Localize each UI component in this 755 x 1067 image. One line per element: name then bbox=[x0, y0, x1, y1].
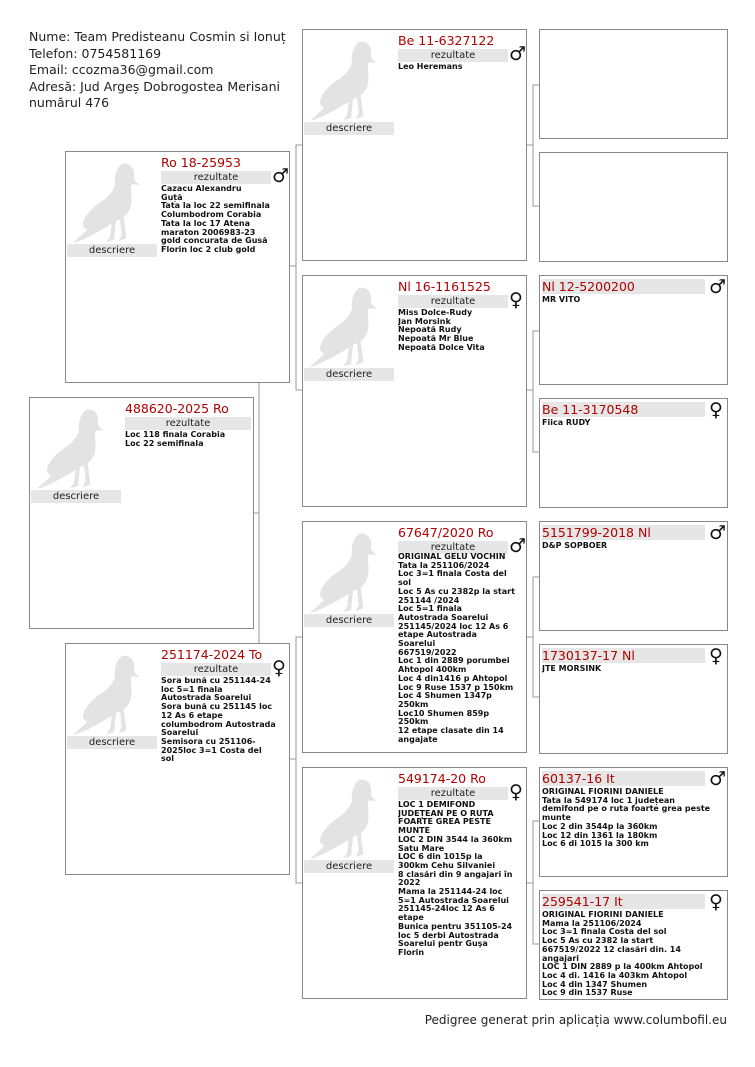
mm-mother-ring-number: 259541-17 It bbox=[542, 894, 705, 909]
mother-ring-number: 251174-2024 To bbox=[161, 647, 263, 662]
owner-name: Nume: Team Predisteanu Cosmin si Ionuț bbox=[29, 29, 286, 44]
mother-notes: Sora bună cu 251144-24 loc 5=1 finala Autostrada Soarelui Sora bună cu 251145 loc 12 As 6 etape columbodrom Autostrada Soarelui Semisora cu 251106- 2025loc 3=1 Costa del sol bbox=[161, 677, 276, 764]
paternal-grandmother-card[interactable] bbox=[302, 275, 527, 507]
paternal-grandfather-ring-number: Be 11-6327122 bbox=[398, 33, 495, 48]
mf-mother-card[interactable] bbox=[539, 644, 728, 754]
fm-father-ring-number: Nl 12-5200200 bbox=[542, 279, 705, 294]
ff-mother-notes bbox=[542, 175, 726, 259]
ff-mother-card[interactable] bbox=[539, 152, 728, 262]
pigeon-silhouette-icon bbox=[36, 404, 122, 490]
mm-mother-notes: ORIGINAL FIORINI DANIELE Mama la 251106/2024 Loc 3=1 finala Costa del sol Loc 5 As cu 2382 la start 667519/2022 12 clasări din. 14 angajari LOC 1 DIN 2889 p la 400km Ahtopol Loc 4 di. 1416 la 403km Ahtopol Loc 4 din 1347 Shumen Loc 9 din 1537 Ruse bbox=[542, 911, 703, 997]
owner-info bbox=[29, 29, 286, 112]
maternal-grandfather-card[interactable] bbox=[302, 521, 527, 753]
maternal-grandmother-results-button[interactable]: rezultate bbox=[398, 787, 508, 800]
ff-father-card[interactable] bbox=[539, 29, 728, 139]
maternal-grandmother-card[interactable] bbox=[302, 767, 527, 999]
pigeon-silhouette-icon bbox=[72, 158, 158, 244]
mf-father-notes: D&P SOPBOER bbox=[542, 542, 608, 550]
mf-father-card[interactable] bbox=[539, 521, 728, 631]
fm-mother-card[interactable] bbox=[539, 398, 728, 508]
female-sex-icon: ♀ bbox=[709, 645, 723, 667]
paternal-grandmother-description-button[interactable]: descriere bbox=[304, 368, 394, 381]
pigeon-silhouette-icon bbox=[309, 774, 395, 860]
mm-mother-card[interactable] bbox=[539, 890, 728, 1000]
subject-description-button[interactable]: descriere bbox=[31, 490, 121, 503]
female-sex-icon: ♀ bbox=[272, 657, 286, 679]
fm-mother-notes: Fiica RUDY bbox=[542, 419, 591, 427]
mf-mother-notes: JTE MORSINK bbox=[542, 665, 602, 673]
mother-description-button[interactable]: descriere bbox=[67, 736, 157, 749]
fm-father-card[interactable] bbox=[539, 275, 728, 385]
father-results-button[interactable]: rezultate bbox=[161, 171, 271, 184]
mf-mother-ring-number: 1730137-17 Nl bbox=[542, 648, 705, 663]
footer-credit: Pedigree generat prin aplicația www.columbofil.eu bbox=[424, 1013, 727, 1027]
male-sex-icon: ♂ bbox=[272, 165, 290, 187]
female-sex-icon: ♀ bbox=[709, 891, 723, 913]
maternal-grandfather-description-button[interactable]: descriere bbox=[304, 614, 394, 627]
female-sex-icon: ♀ bbox=[509, 781, 523, 803]
subject-results-button[interactable]: rezultate bbox=[125, 417, 251, 430]
maternal-grandfather-ring-number: 67647/2020 Ro bbox=[398, 525, 494, 540]
mf-father-ring-number: 5151799-2018 Nl bbox=[542, 525, 705, 540]
maternal-grandmother-notes: LOC 1 DEMIFOND JUDEȚEAN PE O RUTA FOARTE GREA PESTE MUNTE LOC 2 DIN 3544 la 360km Satu Mare LOC 6 din 1015p la 300km Cehu Silvaniei 8 clasări din 9 angajari în 2022 Mama la 251144-24 loc 5=1 Autostrada Soarelui 251145-24loc 12 As 6 etape Bunica pentru 351105-24 loc 5 derbi Autostrada Soarelui pentr Guşa Florin bbox=[398, 801, 513, 957]
father-ring-number: Ro 18-25953 bbox=[161, 155, 241, 170]
paternal-grandmother-ring-number: Nl 16-1161525 bbox=[398, 279, 491, 294]
father-notes: Cazacu Alexandru Guță Tata la loc 22 semifinala Columbodrom Corabia Tata la loc 17 Atena maraton 2006983-23 gold concurata de Gusă Florin loc 2 club gold bbox=[161, 185, 270, 254]
pigeon-silhouette-icon bbox=[72, 650, 158, 736]
ff-father-notes bbox=[542, 52, 726, 136]
father-description-button[interactable]: descriere bbox=[67, 244, 157, 257]
male-sex-icon: ♂ bbox=[709, 522, 727, 544]
mm-father-ring-number: 60137-16 It bbox=[542, 771, 705, 786]
maternal-grandfather-results-button[interactable]: rezultate bbox=[398, 541, 508, 554]
female-sex-icon: ♀ bbox=[709, 399, 723, 421]
maternal-grandmother-description-button[interactable]: descriere bbox=[304, 860, 394, 873]
paternal-grandmother-results-button[interactable]: rezultate bbox=[398, 295, 508, 308]
male-sex-icon: ♂ bbox=[709, 768, 727, 790]
mother-card[interactable] bbox=[65, 643, 290, 875]
paternal-grandfather-card[interactable] bbox=[302, 29, 527, 261]
subject-card[interactable] bbox=[29, 397, 254, 629]
male-sex-icon: ♂ bbox=[709, 276, 727, 298]
owner-email: Email: ccozma36@gmail.com bbox=[29, 62, 214, 77]
paternal-grandfather-description-button[interactable]: descriere bbox=[304, 122, 394, 135]
subject-ring-number: 488620-2025 Ro bbox=[125, 401, 229, 416]
subject-notes: Loc 118 finala Corabia Loc 22 semifinala bbox=[125, 431, 226, 448]
male-sex-icon: ♂ bbox=[509, 43, 527, 65]
paternal-grandmother-notes: Miss Dolce-Rudy Jan Morsink Nepoată Rudy Nepoată Mr Blue Nepoată Dolce Vita bbox=[398, 309, 485, 352]
pigeon-silhouette-icon bbox=[309, 36, 395, 122]
maternal-grandfather-notes: ORIGINAL GELU VOCHIN Tata la 251106/2024 Loc 3=1 finala Costa del sol Loc 5 As cu 2382p la start 251144 /2024 Loc 5=1 finala Autostrada Soarelui 251145/2024 loc 12 As 6 etape Autostrada Soarelui 667519/2022 Loc 1 din 2889 porumbei Ahtopol 400km Loc 4 din1416 p Ahtopol Loc 9 Ruse 1537 p 150km Loc 4 Shumen 1347p 250km Loc10 Shumen 859p 250km 12 etape clasate din 14 angajate bbox=[398, 553, 515, 744]
owner-address-line-2: numărul 476 bbox=[29, 95, 110, 110]
father-card[interactable] bbox=[65, 151, 290, 383]
mm-father-notes: ORIGINAL FIORINI DANIELE Tata la 549174 loc 1 județean demifond pe o ruta foarte grea peste munte Loc 2 din 3544p la 360km Loc 12 din 1361 la 180km Loc 6 di 1015 la 300 km bbox=[542, 788, 711, 849]
fm-mother-ring-number: Be 11-3170548 bbox=[542, 402, 705, 417]
owner-address-line-1: Adresă: Jud Argeș Dobrogostea Merisani bbox=[29, 78, 280, 94]
owner-phone: Telefon: 0754581169 bbox=[29, 45, 162, 61]
mm-father-card[interactable] bbox=[539, 767, 728, 877]
mother-results-button[interactable]: rezultate bbox=[161, 663, 271, 676]
pigeon-silhouette-icon bbox=[309, 282, 395, 368]
maternal-grandmother-ring-number: 549174-20 Ro bbox=[398, 771, 486, 786]
paternal-grandfather-notes: Leo Heremans bbox=[398, 63, 463, 71]
fm-father-notes: MR VITO bbox=[542, 296, 581, 304]
pigeon-silhouette-icon bbox=[309, 528, 395, 614]
female-sex-icon: ♀ bbox=[509, 289, 523, 311]
paternal-grandfather-results-button[interactable]: rezultate bbox=[398, 49, 508, 62]
male-sex-icon: ♂ bbox=[509, 535, 527, 557]
